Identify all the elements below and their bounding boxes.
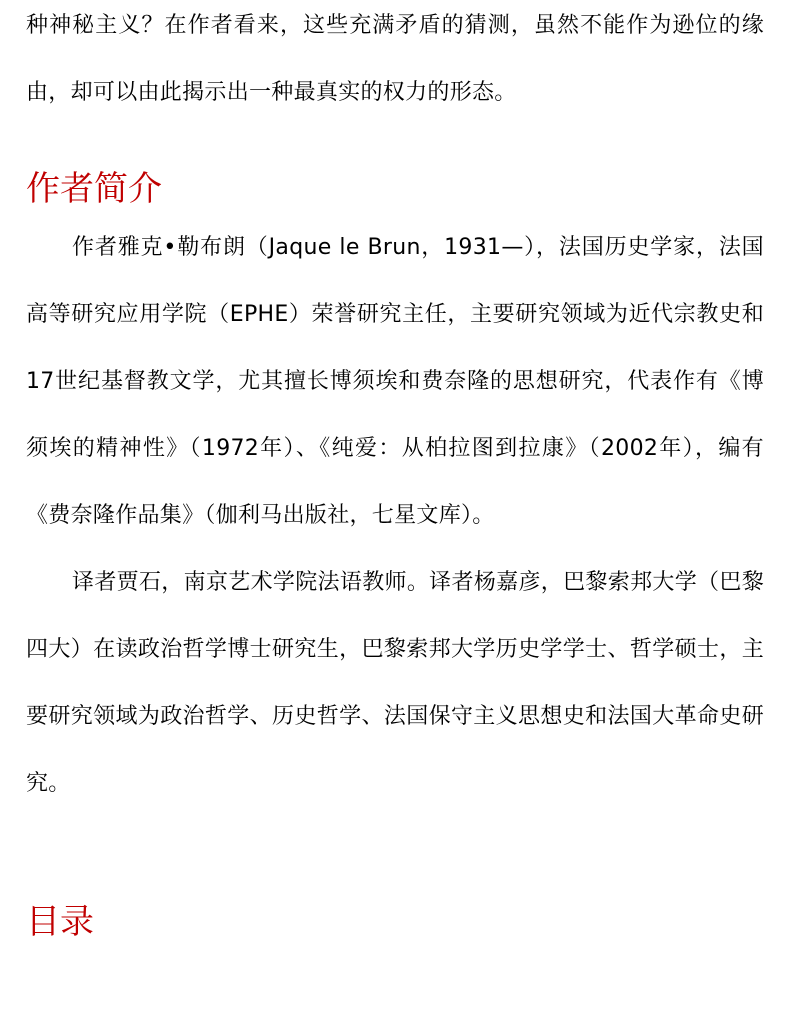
translator-bio-paragraph: 译者贾石，南京艺术学院法语教师。译者杨嘉彦，巴黎索邦大学（巴黎四大）在读政治哲学博士研究生，巴黎索邦大学历史学学士、哲学硕士，主要研究领域为政治哲学、历史哲学、法国保守主义思想史和法国大革命史研究。 — [26, 570, 764, 796]
author-bio-paragraph: 作者雅克•勒布朗（Jaque le Brun，1931—），法国历史学家，法国高等研究应用学院（EPHE）荣誉研究主任，主要研究领域为近代宗教史和17世纪基督教文学，尤其擅长博须埃和费奈隆的思想研究，代表作有《博须埃的精神性》（1972年）、《纯爱：从柏拉图到拉康》（2002年），编有《费奈隆作品集》（伽利马出版社，七星文库）。 — [26, 235, 764, 528]
intro-paragraph-tail: 种神秘主义？在作者看来，这些充满矛盾的猜测，虽然不能作为逊位的缘由，却可以由此揭示出一种最真实的权力的形态。 — [26, 13, 764, 105]
toc-heading: 目录 — [26, 902, 94, 942]
author-intro-heading: 作者简介 — [26, 169, 162, 209]
document-page — [26, 0, 764, 947]
